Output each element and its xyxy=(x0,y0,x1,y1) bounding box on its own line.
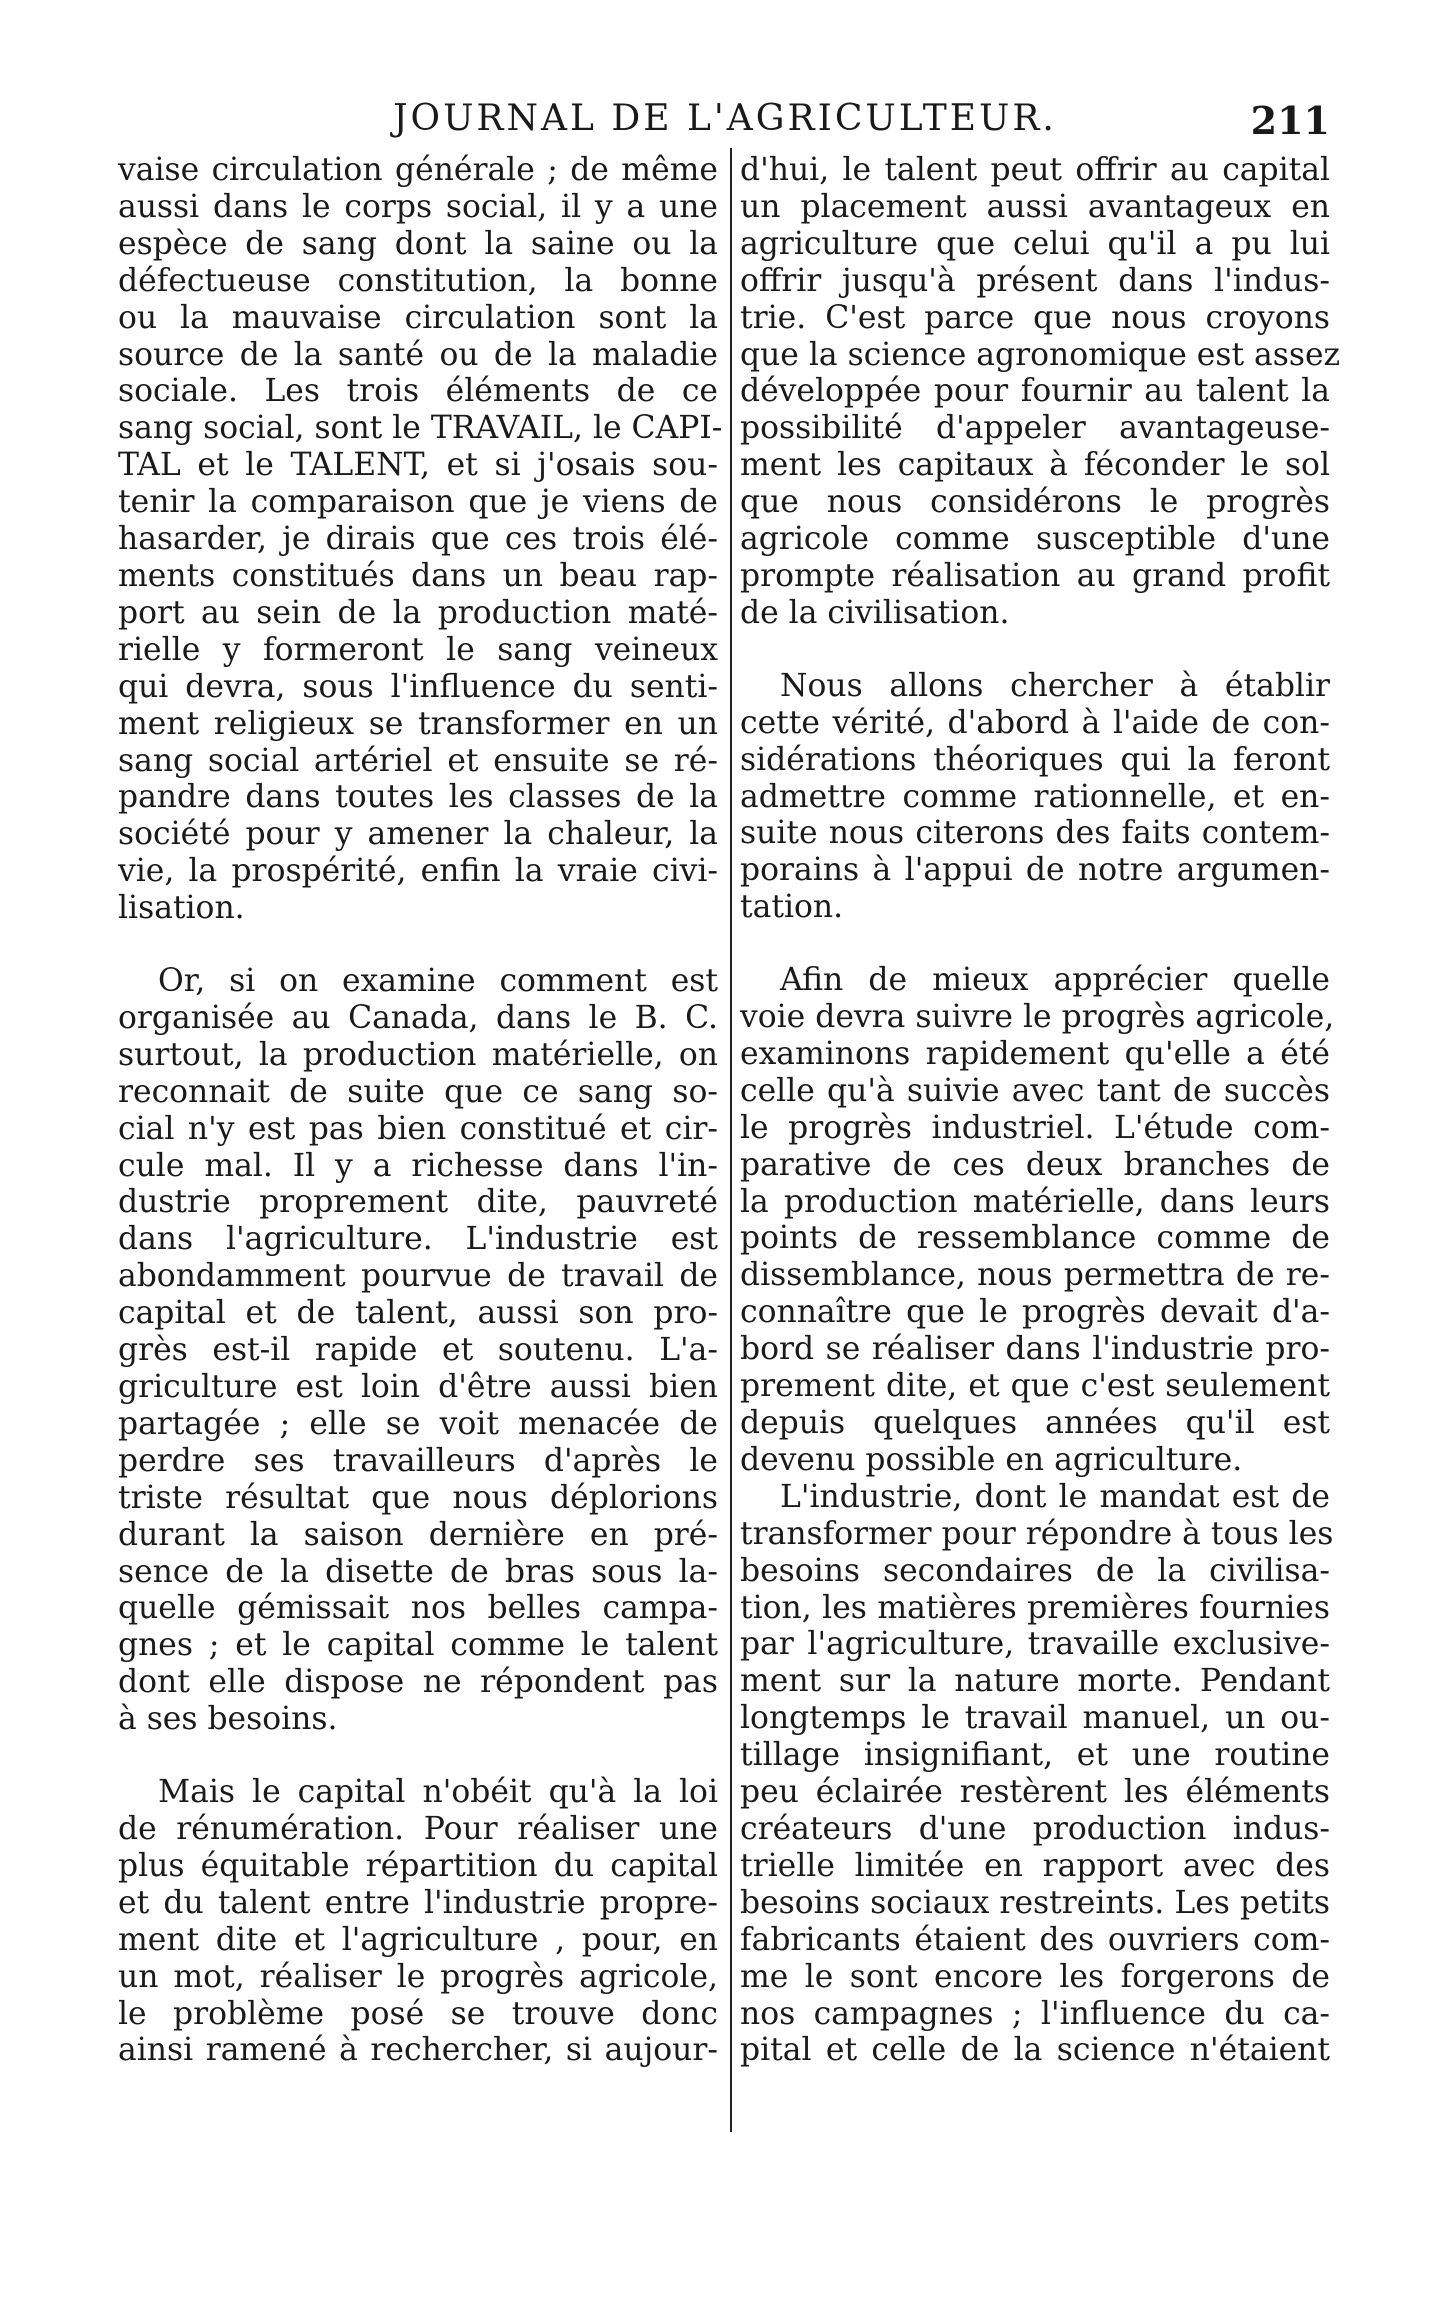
text-line: société pour y amener la chaleur, la xyxy=(118,816,718,853)
text-line: sang social artériel et ensuite se ré- xyxy=(118,742,718,779)
text-line: plus équitable répartition du capital xyxy=(118,1847,718,1884)
text-line: quelle gémissait nos belles campa- xyxy=(118,1590,718,1627)
text-line: suite nous citerons des faits contem- xyxy=(740,815,1330,852)
text-line: porains à l'appui de notre argumen- xyxy=(740,852,1330,889)
text-line: cial n'y est pas bien constitué et cir- xyxy=(118,1110,718,1147)
text-line: admettre comme rationnelle, et en- xyxy=(740,778,1330,815)
text-line: trie. C'est parce que nous croyons xyxy=(740,299,1330,336)
text-line: partagée ; elle se voit menacée de xyxy=(118,1405,718,1442)
text-line: triste résultat que nous déplorions xyxy=(118,1479,718,1516)
text-line: grès est-il rapide et soutenu. L'a- xyxy=(118,1332,718,1369)
page-header xyxy=(120,98,1330,148)
running-title: JOURNAL DE L'AGRICULTEUR. xyxy=(393,98,1057,139)
text-line: ments constitués dans un beau rap- xyxy=(118,557,718,594)
text-line: gnes ; et le capital comme le talent xyxy=(118,1627,718,1664)
text-line: vaise circulation générale ; de même xyxy=(118,152,718,188)
text-line: cule mal. Il y a richesse dans l'in- xyxy=(118,1147,718,1184)
column-divider xyxy=(730,148,732,2132)
text-line: d'hui, le talent peut offrir au capital xyxy=(740,152,1330,188)
text-line: tenir la comparaison que je viens de xyxy=(118,484,718,521)
text-line: perdre ses travailleurs d'après le xyxy=(118,1442,718,1479)
text-line: parative de ces deux branches de xyxy=(740,1146,1330,1183)
text-line: Nous allons chercher à établir xyxy=(780,667,1330,704)
text-line: Afin de mieux apprécier quelle xyxy=(780,962,1330,999)
text-line: hasarder, je dirais que ces trois élé- xyxy=(118,521,718,558)
text-line: possibilité d'appeler avantageuse- xyxy=(740,410,1330,447)
text-line: la production matérielle, dans leurs xyxy=(740,1183,1330,1220)
text-line: rielle y formeront le sang veineux xyxy=(118,631,718,668)
text-line: celle qu'à suivie avec tant de succès xyxy=(740,1072,1330,1109)
text-line: un mot, réaliser le progrès agricole, xyxy=(118,1958,718,1995)
text-line: ment dite et l'agriculture , pour, en xyxy=(118,1921,718,1958)
text-line: surtout, la production matérielle, on xyxy=(118,1036,718,1073)
text-line: défectueuse constitution, la bonne xyxy=(118,262,718,299)
text-line: L'industrie, dont le mandat est de xyxy=(780,1478,1330,1515)
text-line: griculture est loin d'être aussi bien xyxy=(118,1369,718,1405)
text-line: ainsi ramené à rechercher, si aujour- xyxy=(118,2032,718,2069)
text-line: source de la santé ou de la maladie xyxy=(118,336,718,373)
text-line: pandre dans toutes les classes de la xyxy=(118,779,718,816)
text-line: développée pour fournir au talent la xyxy=(740,373,1330,410)
text-line: aussi dans le corps social, il y a une xyxy=(118,188,718,225)
text-line: Or, si on examine comment est xyxy=(158,963,718,1000)
left-column xyxy=(118,152,723,2069)
text-line: capital et de talent, aussi son pro- xyxy=(118,1295,718,1332)
paragraph-gap xyxy=(740,632,1330,668)
text-line: connaître que le progrès devait d'a- xyxy=(740,1294,1330,1331)
text-line: ment les capitaux à féconder le sol xyxy=(740,447,1330,484)
text-line: sang social, sont le TRAVAIL, le CAPI- xyxy=(118,410,723,447)
text-line: créateurs d'une production indus- xyxy=(740,1810,1330,1847)
text-line: prement dite, et que c'est seulement xyxy=(740,1368,1330,1405)
text-line: dustrie proprement dite, pauvreté xyxy=(118,1184,718,1221)
text-line: par l'agriculture, travaille exclusive- xyxy=(740,1626,1330,1663)
text-line: qui devra, sous l'influence du senti- xyxy=(118,668,718,705)
text-line: port au sein de la production maté- xyxy=(118,594,718,631)
text-line: vie, la prospérité, enfin la vraie civi- xyxy=(118,853,718,890)
text-line: et du talent entre l'industrie propre- xyxy=(118,1884,718,1921)
text-line: tillage insignifiant, et une routine xyxy=(740,1737,1330,1774)
text-line: depuis quelques années qu'il est xyxy=(740,1405,1330,1441)
text-line: tation. xyxy=(740,889,844,926)
text-line: agricole comme susceptible d'une xyxy=(740,521,1330,558)
text-line: que la science agronomique est assez xyxy=(740,336,1341,373)
text-line: transformer pour répondre à tous les xyxy=(740,1515,1334,1552)
text-line: longtemps le travail manuel, un ou- xyxy=(740,1700,1330,1737)
paragraph-gap xyxy=(118,1738,718,1774)
text-line: de rénumération. Pour réaliser une xyxy=(118,1810,718,1847)
text-line: le progrès industriel. L'étude com- xyxy=(740,1109,1330,1146)
text-line: besoins sociaux restreints. Les petits xyxy=(740,1884,1330,1921)
text-line: sence de la disette de bras sous la- xyxy=(118,1553,718,1590)
text-line: le problème posé se trouve donc xyxy=(118,1995,718,2032)
text-line: sidérations théoriques qui la feront xyxy=(740,741,1330,778)
text-line: me le sont encore les forgerons de xyxy=(740,1958,1330,1995)
text-line: que nous considérons le progrès xyxy=(740,484,1330,521)
text-line: examinons rapidement qu'elle a été xyxy=(740,1035,1330,1072)
text-line: TAL et le TALENT, et si j'osais sou- xyxy=(118,447,718,484)
text-line: reconnait de suite que ce sang so- xyxy=(118,1073,718,1110)
text-line: pital et celle de la science n'étaient xyxy=(740,2032,1330,2069)
text-line: Mais le capital n'obéit qu'à la loi xyxy=(158,1774,718,1811)
text-line: ment religieux se transformer en un xyxy=(118,705,718,742)
paragraph-gap xyxy=(740,926,1330,962)
text-line: de la civilisation. xyxy=(740,594,1010,631)
text-line: dans l'agriculture. L'industrie est xyxy=(118,1221,718,1258)
text-line: offrir jusqu'à présent dans l'indus- xyxy=(740,262,1330,299)
text-line: cette vérité, d'abord à l'aide de con- xyxy=(740,704,1330,741)
text-line: organisée au Canada, dans le B. C. xyxy=(118,999,718,1036)
text-line: un placement aussi avantageux en xyxy=(740,188,1330,225)
text-line: durant la saison dernière en pré- xyxy=(118,1516,718,1553)
text-line: espèce de sang dont la saine ou la xyxy=(118,225,718,262)
text-line: ou la mauvaise circulation sont la xyxy=(118,299,718,336)
text-line: peu éclairée restèrent les éléments xyxy=(740,1774,1330,1811)
text-line: bord se réaliser dans l'industrie pro- xyxy=(740,1331,1330,1368)
text-line: tion, les matières premières fournies xyxy=(740,1589,1330,1626)
text-line: agriculture que celui qu'il a pu lui xyxy=(740,225,1330,262)
text-line: voie devra suivre le progrès agricole, xyxy=(740,999,1335,1036)
text-line: points de ressemblance comme de xyxy=(740,1220,1330,1257)
text-line: fabricants étaient des ouvriers com- xyxy=(740,1921,1330,1958)
text-line: besoins secondaires de la civilisa- xyxy=(740,1552,1330,1589)
text-line: abondamment pourvue de travail de xyxy=(118,1258,718,1295)
right-column xyxy=(740,152,1341,2069)
text-line: devenu possible en agriculture. xyxy=(740,1441,1243,1478)
text-line: ment sur la nature morte. Pendant xyxy=(740,1663,1330,1700)
text-line: prompte réalisation au grand profit xyxy=(740,557,1330,594)
page-number: 211 xyxy=(1250,98,1330,143)
text-line: dont elle dispose ne répondent pas xyxy=(118,1664,718,1701)
text-line: nos campagnes ; l'influence du ca- xyxy=(740,1995,1330,2032)
text-line: dissemblance, nous permettra de re- xyxy=(740,1257,1330,1294)
text-line: trielle limitée en rapport avec des xyxy=(740,1847,1330,1884)
text-line: à ses besoins. xyxy=(118,1701,338,1738)
text-line: lisation. xyxy=(118,890,245,927)
text-line: sociale. Les trois éléments de ce xyxy=(118,373,718,410)
paragraph-gap xyxy=(118,927,718,963)
